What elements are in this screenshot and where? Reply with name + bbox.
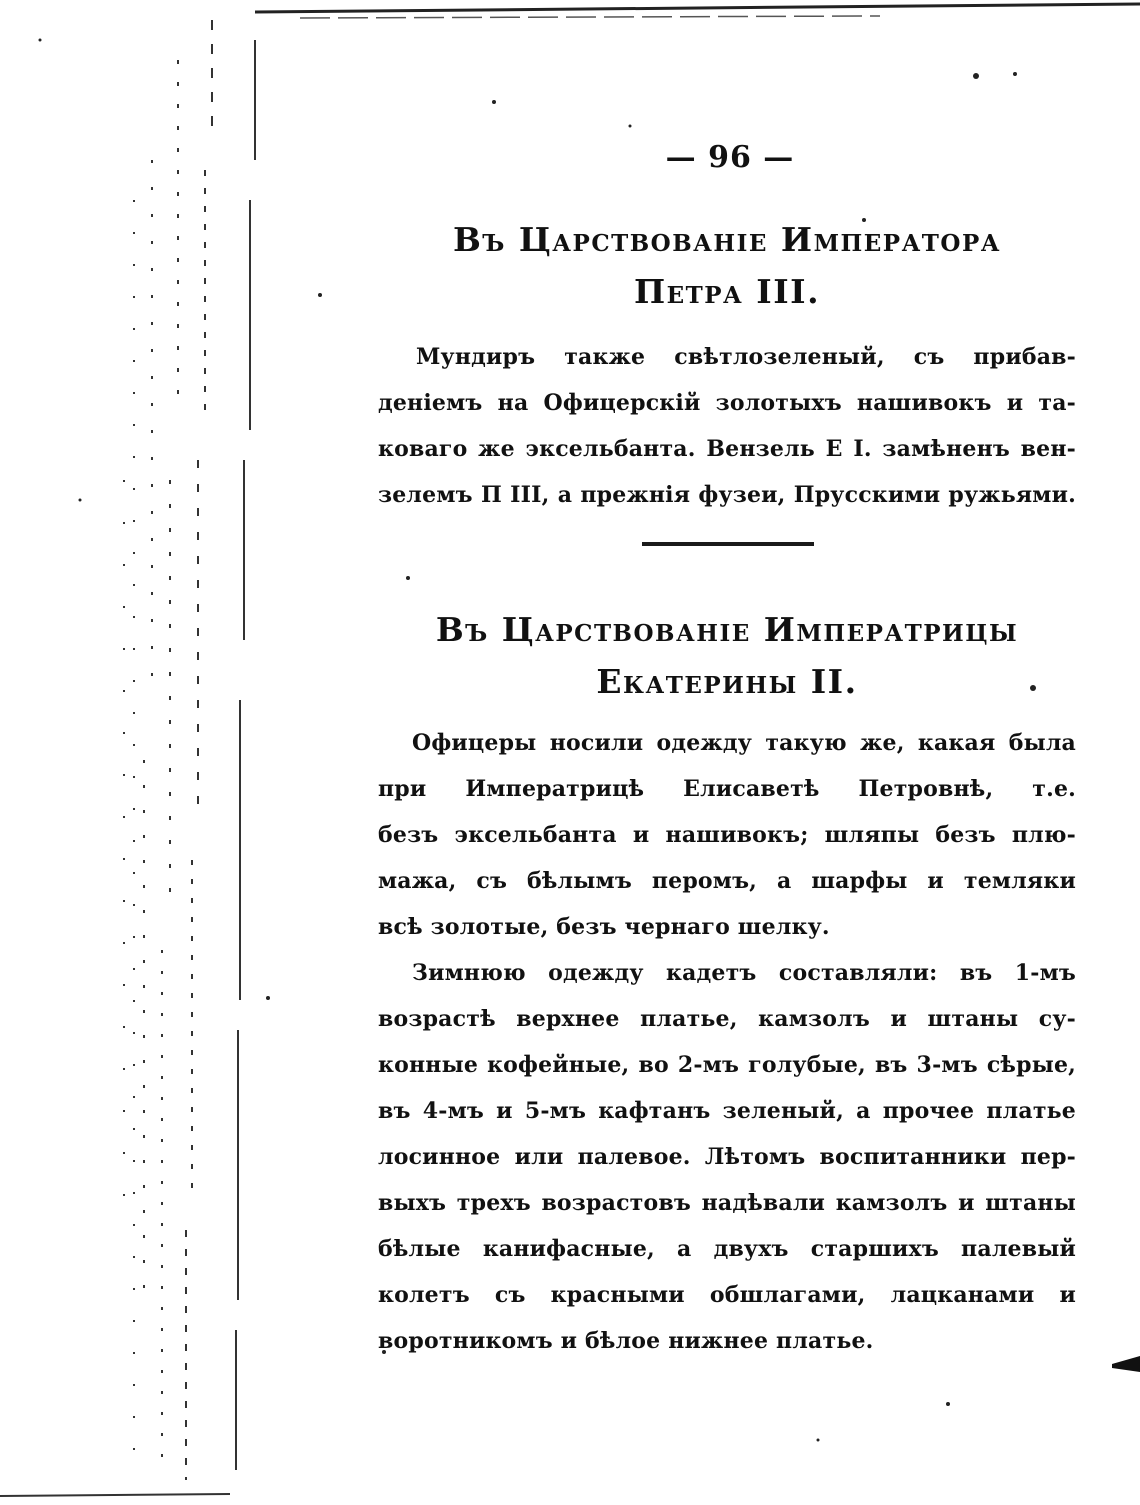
paragraph [378,334,1076,518]
text-line: бѣлые канифасные, а двухъ старшихъ палевый [378,1236,1076,1262]
top-edge-line [255,4,1140,18]
text-line: выхъ трехъ возрастовъ надѣвали камзолъ и штаны [378,1190,1076,1216]
text-line: лосинное или палевое. Лѣтомъ воспитанники пер- [378,1144,1076,1170]
text-line: Мундиръ также свѣтлозеленый, съ прибав- [416,344,1076,370]
text-line: при Императрицѣ Елисаветѣ Петровнѣ, т.е. [378,776,1076,802]
text-line: колетъ съ красными обшлагами, лацканами и [378,1282,1076,1308]
heading-line-1: Въ Царствованіе Императора [453,220,1001,259]
text-line: всѣ золотые, безъ чернаго шелку. [378,914,830,940]
section-heading [378,214,1076,318]
page-number: — 96 — [665,140,795,175]
text-line: безъ эксельбанта и нашивокъ; шляпы безъ плю- [378,822,1076,848]
paragraph [378,950,1076,1364]
section-catherine-ii [378,604,1076,1364]
text-line: коваго же эксельбанта. Вензель Е I. замѣненъ вен- [378,436,1076,462]
text-line: Офицеры носили одежду такую же, какая была [412,730,1076,756]
text-line: въ 4-мъ и 5-мъ кафтанъ зеленый, а прочее платье [378,1098,1076,1124]
text-line: деніемъ на Офицерскій золотыхъ нашивокъ и та- [378,390,1076,416]
binding-gutter-marks [124,20,255,1480]
paragraph [378,720,1076,950]
text-line: воротникомъ и бѣлое нижнее платье. [378,1328,874,1354]
text-line: мажа, съ бѣлымъ перомъ, а шарфы и темляки [378,868,1076,894]
heading-line-1: Въ Царствованіе Императрицы [435,610,1019,649]
text-line: Зимнюю одежду кадетъ составляли: въ 1-мъ [412,960,1076,986]
text-line: конные кофейные, во 2-мъ голубые, въ 3-мъ сѣрые, [378,1052,1076,1078]
bottom-edge-line [0,1494,230,1496]
text-line: зелемъ П III, а прежнія фузеи, Прусскими ружьями. [378,482,1076,508]
heading-line-2: Петра III. [633,272,821,311]
section-heading [378,604,1076,708]
heading-line-2: Екатерины II. [596,662,858,701]
text-line: возрастѣ верхнее платье, камзолъ и штаны су- [378,1006,1076,1032]
right-edge-smudge [1112,1356,1140,1372]
section-peter-iii [378,214,1076,518]
section-divider [642,542,814,546]
